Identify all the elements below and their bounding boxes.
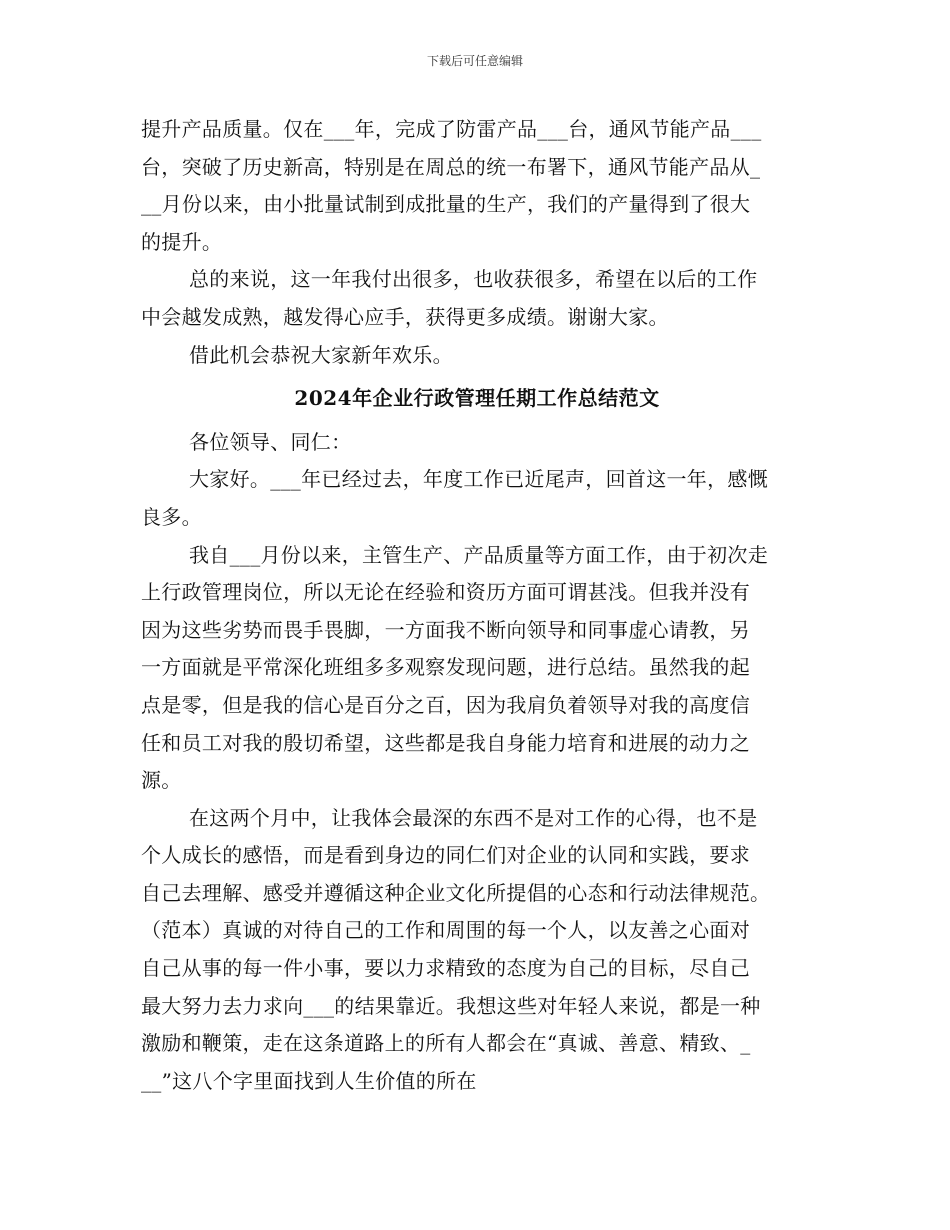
document-body bbox=[141, 111, 813, 1100]
paragraph-line: 最大努力去力求向___的结果靠近。我想这些对年轻人来说，都是一种 bbox=[141, 993, 761, 1018]
paragraph-line: __”这八个字里面找到人生价值的所在 bbox=[141, 1068, 477, 1093]
page-header: 下载后可任意编辑 bbox=[426, 54, 523, 68]
paragraph-line: 上行政管理岗位，所以无论在经验和资历方面可谓甚浅。但我并没有 bbox=[141, 580, 750, 605]
paragraph-line: 总的来说，这一年我付出很多，也收获很多，希望在以后的工作 bbox=[189, 267, 758, 292]
paragraph-line: 我自___月份以来，主管生产、产品质量等方面工作，由于初次走 bbox=[189, 542, 768, 567]
paragraph-line: 一方面就是平常深化班组多多观察发现问题，进行总结。虽然我的起 bbox=[141, 655, 750, 680]
salutation: 各位领导、同仁： bbox=[189, 429, 352, 454]
paragraph-line: （范本）真诚的对待自己的工作和周围的每一个人，以友善之心面对 bbox=[141, 918, 750, 943]
paragraph-line: 提升产品质量。仅在___年，完成了防雷产品___台，通风节能产品___ bbox=[141, 117, 762, 141]
paragraph-line: 的提升。 bbox=[141, 229, 223, 254]
paragraph-line: 自己去理解、感受并遵循这种企业文化所提倡的心态和行动法律规范。 bbox=[141, 880, 771, 905]
paragraph-line: 在这两个月中，让我体会最深的东西不是对工作的心得，也不是 bbox=[189, 805, 758, 830]
paragraph-line: 因为这些劣势而畏手畏脚，一方面我不断向领导和同事虚心请教，另 bbox=[141, 617, 750, 642]
paragraph-line: 任和员工对我的殷切希望，这些都是我自身能力培育和进展的动力之 bbox=[141, 730, 750, 755]
paragraph-line: 源。 bbox=[141, 768, 182, 793]
paragraph-line: __月份以来，由小批量试制到成批量的生产，我们的产量得到了很大 bbox=[141, 192, 751, 217]
paragraph-line: 中会越发成熟，越发得心应手，获得更多成绩。谢谢大家。 bbox=[141, 304, 669, 329]
paragraph-line: 大家好。___年已经过去，年度工作已近尾声，回首这一年，感慨 bbox=[189, 467, 768, 492]
paragraph-line: 激励和鞭策，走在这条道路上的所有人都会在“真诚、善意、精致、_ bbox=[141, 1031, 751, 1056]
paragraph-line: 良多。 bbox=[141, 504, 202, 529]
paragraph-line: 借此机会恭祝大家新年欢乐。 bbox=[189, 342, 453, 367]
paragraph-line: 点是零，但是我的信心是百分之百，因为我肩负着领导对我的高度信 bbox=[141, 692, 750, 717]
paragraph-line: 个人成长的感悟，而是看到身边的同仁们对企业的认同和实践，要求 bbox=[141, 843, 750, 868]
paragraph-line: 台，突破了历史新高，特别是在周总的统一布署下，通风节能产品从_ bbox=[141, 154, 761, 179]
paragraph-line: 自己从事的每一件小事，要以力求精致的态度为自己的目标，尽自己 bbox=[141, 956, 750, 981]
document-title: 2024年企业行政管理任期工作总结范文 bbox=[294, 386, 660, 411]
